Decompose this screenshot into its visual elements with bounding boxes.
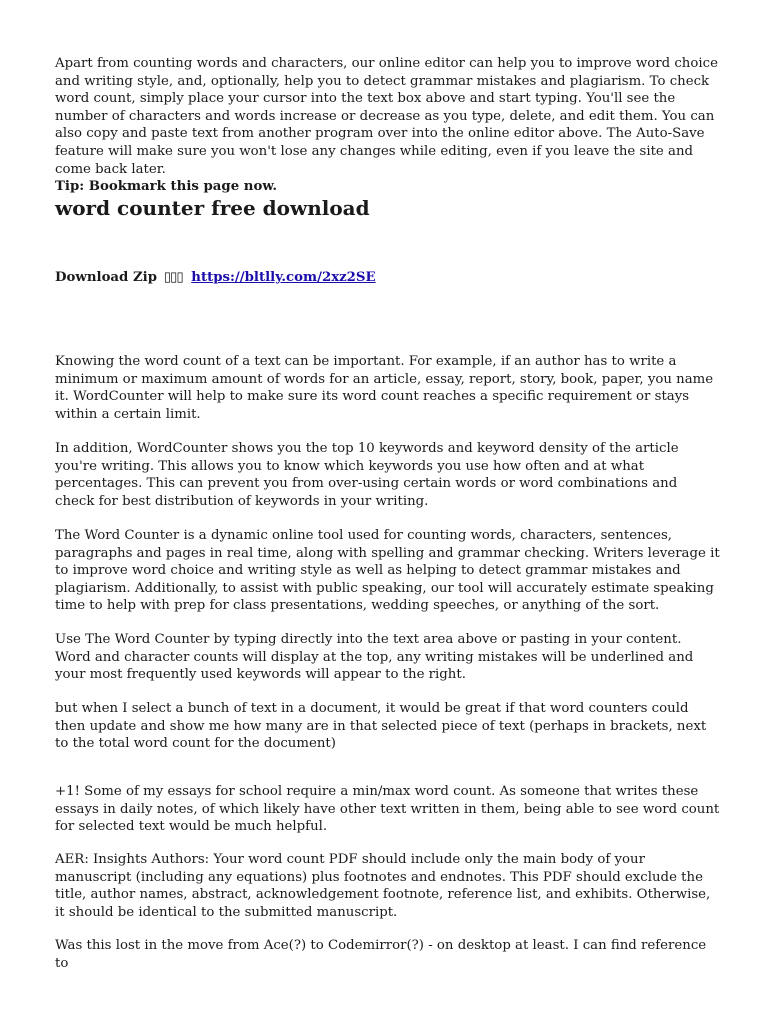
paragraph-aer-insights [55, 851, 720, 921]
download-link[interactable]: https://bltlly.com/2xz2SE [191, 270, 376, 285]
document-page [55, 55, 720, 971]
body-paragraph: but when I select a bunch of text in a document, it would be great if that word counters could then update and show me how many are in that selected piece of text (perhaps in brackets, next to the total word count for the document) [55, 701, 707, 752]
download-glyphs: ▯▯▯ [163, 270, 183, 285]
paragraph-tool-description [55, 527, 720, 615]
body-paragraph: AER: Insights Authors: Your word count PDF should include only the main body of your manuscript (including any equations) plus footnotes and endnotes. This PDF should exclude the title, author names, abstract, acknowledgement footnote, reference list, and exhibits. Otherwise, it should be identical to the submitted manuscript. [55, 852, 711, 920]
intro-paragraph: Apart from counting words and characters, our online editor can help you to improve word choice and writing style, and, optionally, help you to detect grammar mistakes and plagiarism. To check word count, simply place your cursor into the text box above and start typing. You'll see the number of characters and words increase or decrease as you type, delete, and edit them. You can also copy and paste text from another program over into the online editor above. The Auto-Save feature will make sure you won't lose any changes while editing, even if you leave the site and come back later. [55, 56, 718, 177]
body-paragraph: The Word Counter is a dynamic online tool used for counting words, characters, sentences, paragraphs and pages in real time, along with spelling and grammar checking. Writers leverage it to improve word choice and writing style as well as helping to detect grammar mistakes and plagiarism. Additionally, to assist with public speaking, our tool will accurately estimate speaking time to help with prep for class presentations, wedding speeches, or anything of the sort. [55, 528, 720, 614]
download-label: Download Zip [55, 270, 158, 285]
paragraph-keywords [55, 440, 720, 510]
paragraph-plus-one [55, 783, 720, 836]
body-paragraph: In addition, WordCounter shows you the top 10 keywords and keyword density of the article you're writing. This allows you to know which keywords you use how often and at what percentages. This can prevent you from over-using certain words or word combinations and check for best distribution of keywords in your writing. [55, 441, 679, 509]
body-paragraph: Use The Word Counter by typing directly into the text area above or pasting in your content. Word and character counts will display at the top, any writing mistakes will be underlined and your most frequently used keywords will appear to the right. [55, 632, 694, 683]
paragraph-usage [55, 631, 720, 684]
body-paragraph: Knowing the word count of a text can be important. For example, if an author has to write a minimum or maximum amount of words for an article, essay, report, story, book, paper, you name it. WordCounter will help to make sure its word count reaches a specific requirement or stays within a certain limit. [55, 354, 714, 422]
paragraph-selection-request [55, 700, 720, 753]
page-heading: word counter free download [55, 196, 370, 220]
download-line [55, 269, 376, 287]
paragraph-ace-codemirror [55, 937, 720, 972]
body-paragraph: +1! Some of my essays for school require a min/max word count. As someone that writes these essays in daily notes, of which likely have other text written in them, being able to see word count for selected text would be much helpful. [55, 784, 720, 835]
tip-text: Tip: Bookmark this page now. [55, 179, 278, 195]
body-paragraph: Was this lost in the move from Ace(?) to Codemirror(?) - on desktop at least. I can find reference to [55, 938, 707, 971]
paragraph-word-count-importance [55, 353, 720, 423]
